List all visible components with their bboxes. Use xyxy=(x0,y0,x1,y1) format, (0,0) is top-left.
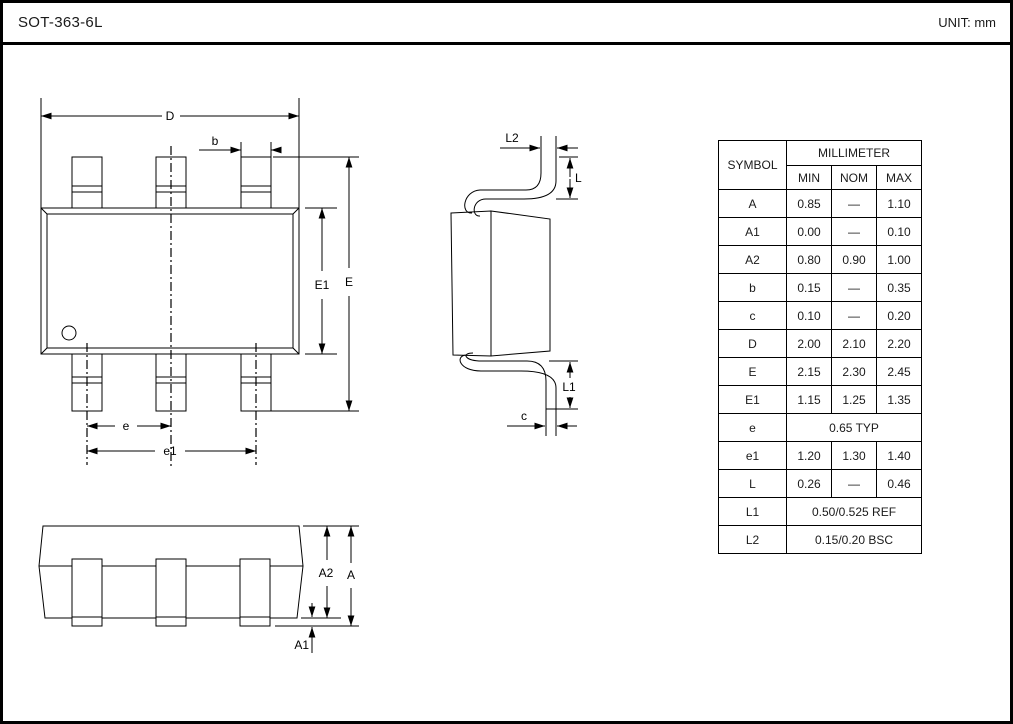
cell-min: 0.85 xyxy=(787,190,832,218)
dim-label-b: b xyxy=(211,134,219,148)
table-row xyxy=(719,330,922,358)
dim-e xyxy=(87,419,171,433)
side-bottom-lead xyxy=(460,353,556,436)
cell-span-value: 0.15/0.20 BSC xyxy=(787,526,922,554)
col-header-millimeter: MILLIMETER xyxy=(787,141,922,166)
cell-nom: — xyxy=(832,302,877,330)
dim-A1 xyxy=(294,603,312,653)
col-header-min: MIN xyxy=(787,166,832,190)
cell-max: 1.40 xyxy=(877,442,922,470)
dim-label-A: A xyxy=(346,568,356,582)
col-header-symbol: SYMBOL xyxy=(719,141,787,190)
front-view xyxy=(39,526,359,653)
table-row xyxy=(719,386,922,414)
cell-symbol: A2 xyxy=(719,246,787,274)
dim-b xyxy=(199,134,280,160)
side-view xyxy=(451,131,582,436)
front-leads xyxy=(72,559,270,626)
dim-label-A1: A1 xyxy=(294,638,309,652)
cell-max: 2.45 xyxy=(877,358,922,386)
dimension-table xyxy=(718,140,922,554)
cell-nom: — xyxy=(832,274,877,302)
cell-symbol: A1 xyxy=(719,218,787,246)
cell-min: 0.80 xyxy=(787,246,832,274)
dim-e1 xyxy=(87,444,256,458)
cell-symbol: L xyxy=(719,470,787,498)
cell-min: 0.15 xyxy=(787,274,832,302)
table-row xyxy=(719,190,922,218)
cell-nom: 2.10 xyxy=(832,330,877,358)
cell-symbol: c xyxy=(719,302,787,330)
cell-max: 0.35 xyxy=(877,274,922,302)
pin1-indicator xyxy=(62,326,76,340)
package-body-top xyxy=(41,208,299,354)
package-body-side xyxy=(451,211,550,356)
table-row xyxy=(719,442,922,470)
cell-nom: — xyxy=(832,470,877,498)
cell-min: 2.15 xyxy=(787,358,832,386)
cell-symbol: e xyxy=(719,414,787,442)
cell-symbol: E1 xyxy=(719,386,787,414)
dim-label-L: L xyxy=(575,171,582,185)
cell-symbol: D xyxy=(719,330,787,358)
cell-nom: — xyxy=(832,190,877,218)
table-row xyxy=(719,414,922,442)
cell-min: 1.15 xyxy=(787,386,832,414)
dim-label-L1: L1 xyxy=(562,380,576,394)
cell-max: 0.20 xyxy=(877,302,922,330)
dim-label-E: E xyxy=(344,275,354,289)
unit-label: UNIT: mm xyxy=(938,15,996,30)
table-header-row xyxy=(719,141,922,166)
col-header-nom: NOM xyxy=(832,166,877,190)
cell-nom: 2.30 xyxy=(832,358,877,386)
cell-min: 1.20 xyxy=(787,442,832,470)
cell-min: 2.00 xyxy=(787,330,832,358)
cell-nom: 0.90 xyxy=(832,246,877,274)
table-row xyxy=(719,218,922,246)
cell-min: 0.26 xyxy=(787,470,832,498)
dim-E1 xyxy=(305,208,337,354)
cell-nom: — xyxy=(832,218,877,246)
cell-min: 0.00 xyxy=(787,218,832,246)
table-row xyxy=(719,498,922,526)
dim-label-D: D xyxy=(165,109,175,123)
table-row xyxy=(719,246,922,274)
cell-max: 2.20 xyxy=(877,330,922,358)
cell-symbol: L1 xyxy=(719,498,787,526)
dim-label-e1: e1 xyxy=(163,444,177,458)
table-row xyxy=(719,358,922,386)
dim-label-c: c xyxy=(521,409,527,423)
dim-c xyxy=(507,409,577,426)
cell-max: 1.00 xyxy=(877,246,922,274)
table-row xyxy=(719,302,922,330)
table-row xyxy=(719,274,922,302)
col-header-max: MAX xyxy=(877,166,922,190)
dim-label-e: e xyxy=(122,419,130,433)
cell-span-value: 0.65 TYP xyxy=(787,414,922,442)
cell-nom: 1.30 xyxy=(832,442,877,470)
cell-nom: 1.25 xyxy=(832,386,877,414)
cell-max: 1.35 xyxy=(877,386,922,414)
cell-span-value: 0.50/0.525 REF xyxy=(787,498,922,526)
cell-symbol: A xyxy=(719,190,787,218)
package-title: SOT-363-6L xyxy=(18,14,103,31)
dim-label-A2: A2 xyxy=(318,566,334,580)
dim-L2 xyxy=(500,131,578,148)
dim-label-E1: E1 xyxy=(314,278,330,292)
cell-symbol: E xyxy=(719,358,787,386)
dim-L1 xyxy=(546,361,578,409)
dim-A xyxy=(275,526,359,626)
dim-L xyxy=(556,157,582,199)
top-view xyxy=(41,98,359,468)
table-row xyxy=(719,526,922,554)
table-row xyxy=(719,470,922,498)
cell-max: 1.10 xyxy=(877,190,922,218)
cell-max: 0.46 xyxy=(877,470,922,498)
cell-symbol: L2 xyxy=(719,526,787,554)
dim-label-L2: L2 xyxy=(505,131,519,145)
cell-symbol: e1 xyxy=(719,442,787,470)
cell-max: 0.10 xyxy=(877,218,922,246)
cell-min: 0.10 xyxy=(787,302,832,330)
cell-symbol: b xyxy=(719,274,787,302)
